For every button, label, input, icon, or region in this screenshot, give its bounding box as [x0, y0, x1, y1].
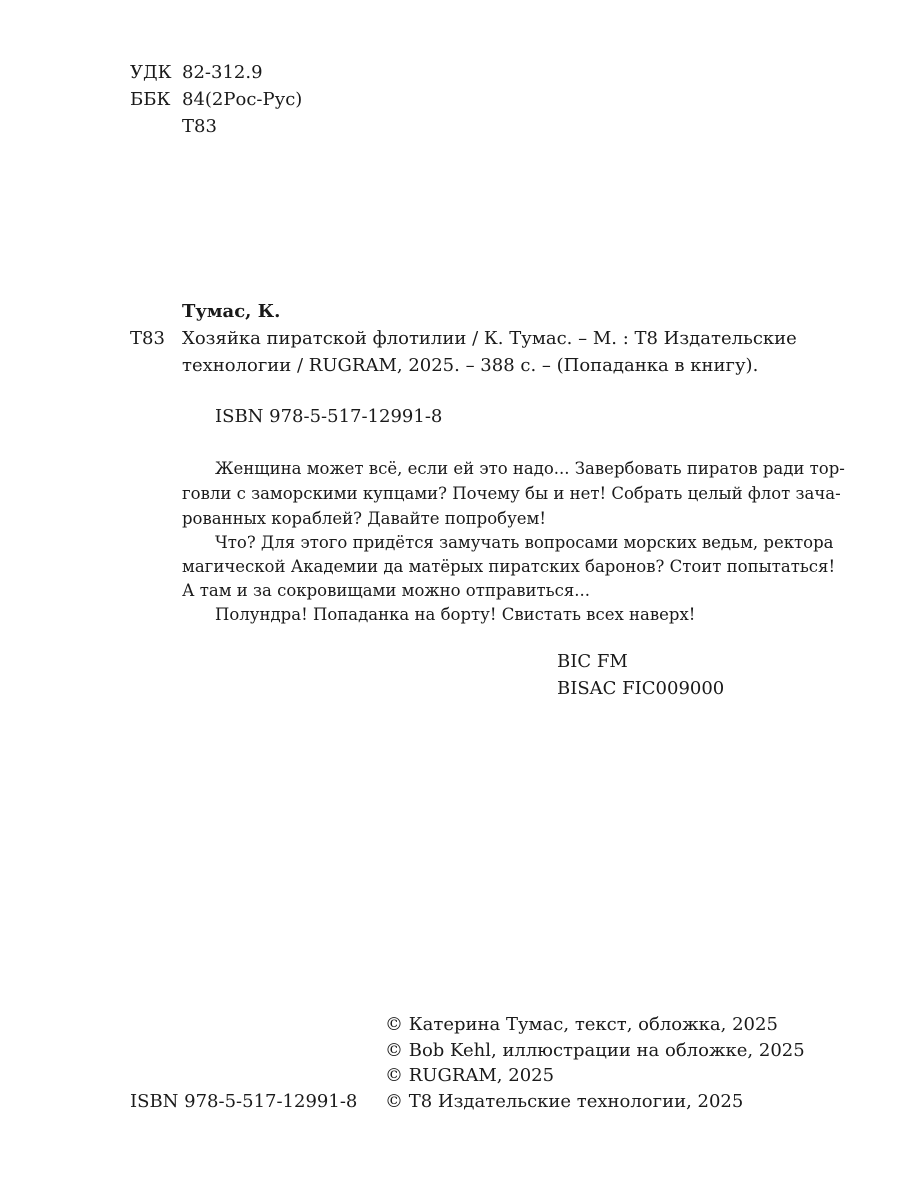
annotation-line: Женщина может всё, если ей это надо... Завербовать пиратов ради тор-	[215, 459, 845, 478]
copyright-line: © Катерина Тумас, текст, обложка, 2025	[385, 1014, 778, 1035]
annotation-line: А там и за сокровищами можно отправиться...	[182, 581, 590, 600]
bib-line-1: Хозяйка пиратской флотилии / К. Тумас. – М. : Т8 Издательские	[182, 328, 797, 349]
bbk-value: 84(2Рос-Рус)	[182, 89, 303, 110]
annotation-line: говли с заморскими купцами? Почему бы и нет! Собрать целый флот зача-	[182, 484, 841, 503]
record-left-mark: Т83	[130, 328, 165, 349]
bic-code: BIC FM	[557, 651, 628, 672]
footer-isbn: ISBN 978-5-517-12991-8	[130, 1091, 358, 1112]
record-isbn: ISBN 978-5-517-12991-8	[215, 406, 443, 427]
bbk-row	[130, 89, 302, 110]
bbk-label: ББК	[130, 89, 171, 110]
annotation-line: Что? Для этого придётся замучать вопросами морских ведьм, ректора	[215, 533, 834, 552]
copyright-line: © RUGRAM, 2025	[385, 1065, 555, 1086]
udk-label: УДК	[130, 62, 172, 83]
annotation-line: Полундра! Попаданка на борту! Свистать всех наверх!	[215, 605, 696, 624]
copyright-line: © Т8 Издательские технологии, 2025	[385, 1091, 744, 1112]
annotation-line: рованных кораблей? Давайте попробуем!	[182, 509, 547, 528]
author-mark: Т83	[182, 116, 217, 137]
author-heading: Тумас, К.	[182, 301, 281, 322]
bisac-code: BISAC FIC009000	[557, 678, 725, 699]
udk-value: 82-312.9	[182, 62, 263, 83]
annotation-line: магической Академии да матёрых пиратских баронов? Стоит попытаться!	[182, 557, 836, 576]
copyright-line: © Bob Kehl, иллюстрации на обложке, 2025	[385, 1040, 805, 1061]
bib-line-2: технологии / RUGRAM, 2025. – 388 с. – (Попаданка в книгу).	[182, 355, 759, 376]
udk-row	[130, 62, 263, 83]
